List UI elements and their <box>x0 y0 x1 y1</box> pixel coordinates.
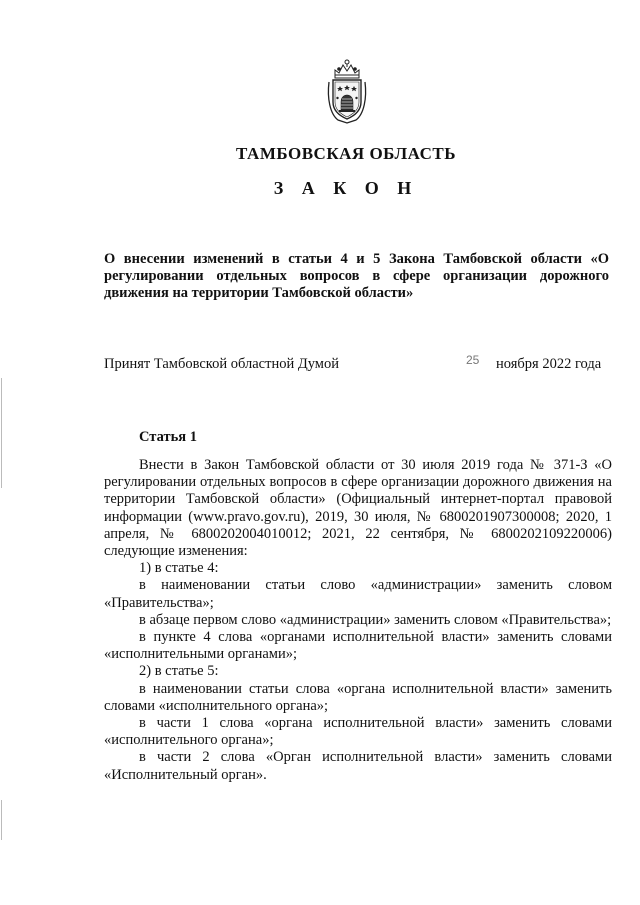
adopted-by: Принят Тамбовской областной Думой <box>104 356 339 372</box>
article-paragraph: в наименовании статьи слова «органа исполнительной власти» заменить словами «исполнительного органа»; <box>104 680 612 714</box>
article-paragraph: в части 2 слова «Орган исполнительной власти» заменить словами «Исполнительный орган». <box>104 749 612 783</box>
article-paragraph: в наименовании статьи слово «администрации» заменить словом «Правительства»; <box>104 577 612 611</box>
article-paragraph: 1) в статье 4: <box>139 560 219 577</box>
article-paragraph: в части 1 слова «органа исполнительной власти» заменить словами «исполнительного органа»; <box>104 715 612 749</box>
article-paragraph: в пункте 4 слова «органами исполнительной власти» заменить словами «исполнительными органами»; <box>104 629 612 663</box>
article-paragraph: 2) в статье 5: <box>139 663 219 680</box>
article-heading: Статья 1 <box>139 429 197 445</box>
article-paragraph: в абзаце первом слово «администрации» заменить словом «Правительства»; <box>139 611 612 628</box>
scan-margin-mark <box>1 378 2 488</box>
adoption-date: ноября 2022 года <box>496 356 602 372</box>
scan-margin-mark <box>1 800 2 840</box>
adoption-day: 25 <box>466 353 480 367</box>
article-paragraph: Внести в Закон Тамбовской области от 30 июля 2019 года № 371-З «О регулировании отдельных вопросов в сфере организации дорожного движения на территории Тамбовской области» (Официальный интернет-портал правовой информации (www.pravo.gov.ru), 2019, 30 июля, № 6800201907300008; 2020, 1 апреля, № 6800202004010012; 2021, 22 сентября, № 6800202109220006) следующие изменения: <box>104 457 612 560</box>
coat-of-arms-icon <box>326 58 368 124</box>
article-body <box>104 457 612 784</box>
document-type-heading: З А К О Н <box>273 178 419 198</box>
law-title: О внесении изменений в статьи 4 и 5 Закона Тамбовской области «О регулировании отдельных вопросов в сфере организации дорожного движения на территории Тамбовской области» <box>104 251 609 301</box>
region-heading: ТАМБОВСКАЯ ОБЛАСТЬ <box>236 144 456 163</box>
